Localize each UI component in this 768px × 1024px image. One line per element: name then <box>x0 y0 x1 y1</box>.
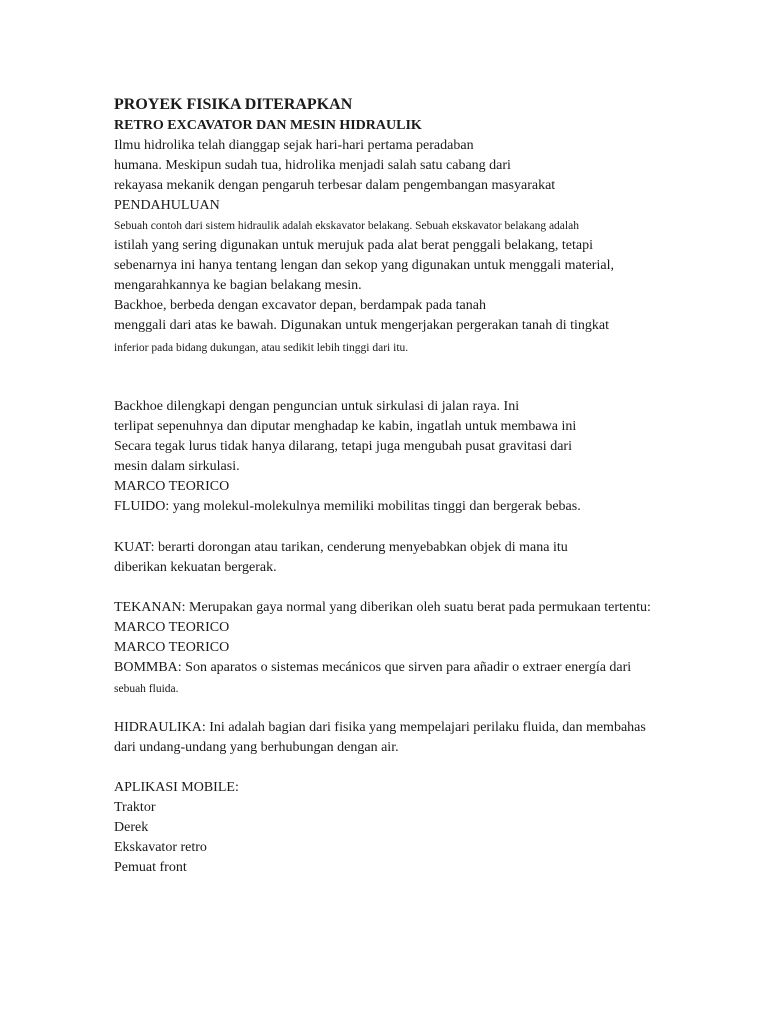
intro-line: humana. Meskipun sudah tua, hidrolika menjadi salah satu cabang dari <box>114 158 511 173</box>
definition-tekanan: TEKANAN: Merupakan gaya normal yang diberikan oleh suatu berat pada permukaan tertentu: <box>114 600 651 615</box>
section-heading-marco-teorico: MARCO TEORICO <box>114 640 230 655</box>
backhoe-line: Backhoe dilengkapi dengan penguncian untuk sirkulasi di jalan raya. Ini <box>114 399 520 414</box>
backhoe-line: mesin dalam sirkulasi. <box>114 459 240 474</box>
definition-fluido: FLUIDO: yang molekul-molekulnya memiliki mobilitas tinggi dan bergerak bebas. <box>114 499 581 514</box>
list-item: Ekskavator retro <box>114 840 207 855</box>
definition-bomba: sebuah fluida. <box>114 683 179 695</box>
pendahuluan-line: menggali dari atas ke bawah. Digunakan untuk mengerjakan pergerakan tanah di tingkat <box>114 318 610 333</box>
list-item: Traktor <box>114 800 156 815</box>
intro-line: rekayasa mekanik dengan pengaruh terbesar dalam pengembangan masyarakat <box>114 178 556 193</box>
definition-bomba: BOMMBA: Son aparatos o sistemas mecánicos que sirven para añadir o extraer energía dari <box>114 660 632 675</box>
pendahuluan-line: istilah yang sering digunakan untuk merujuk pada alat berat penggali belakang, tetapi <box>114 238 593 253</box>
backhoe-line: Secara tegak lurus tidak hanya dilarang, tetapi juga mengubah pusat gravitasi dari <box>114 439 572 454</box>
definition-kuat: diberikan kekuatan bergerak. <box>114 560 277 575</box>
pendahuluan-line: Sebuah contoh dari sistem hidraulik adalah ekskavator belakang. Sebuah ekskavator belakang adalah <box>114 220 579 232</box>
intro-line: Ilmu hidrolika telah dianggap sejak hari-hari pertama peradaban <box>114 138 474 153</box>
section-heading-aplikasi: APLIKASI MOBILE: <box>114 780 239 795</box>
pendahuluan-line: mengarahkannya ke bagian belakang mesin. <box>114 278 362 293</box>
pendahuluan-line: Backhoe, berbeda dengan excavator depan, berdampak pada tanah <box>114 298 486 313</box>
definition-hidraulika: HIDRAULIKA: Ini adalah bagian dari fisika yang mempelajari perilaku fluida, dan membahas <box>114 720 646 735</box>
section-heading-marco-teorico: MARCO TEORICO <box>114 479 230 494</box>
document-subtitle: RETRO EXCAVATOR DAN MESIN HIDRAULIK <box>114 118 422 133</box>
list-item: Derek <box>114 820 149 835</box>
definition-hidraulika: dari undang-undang yang berhubungan dengan air. <box>114 740 399 755</box>
list-item: Pemuat front <box>114 860 187 875</box>
pendahuluan-line: inferior pada bidang dukungan, atau sedikit lebih tinggi dari itu. <box>114 342 409 354</box>
section-heading-marco-teorico: MARCO TEORICO <box>114 620 230 635</box>
pendahuluan-line: sebenarnya ini hanya tentang lengan dan sekop yang digunakan untuk menggali material, <box>114 258 614 273</box>
section-heading-pendahuluan: PENDAHULUAN <box>114 198 220 213</box>
backhoe-line: terlipat sepenuhnya dan diputar menghadap ke kabin, ingatlah untuk membawa ini <box>114 419 577 434</box>
definition-kuat: KUAT: berarti dorongan atau tarikan, cenderung menyebabkan objek di mana itu <box>114 540 568 555</box>
document-title: PROYEK FISIKA DITERAPKAN <box>114 96 353 113</box>
